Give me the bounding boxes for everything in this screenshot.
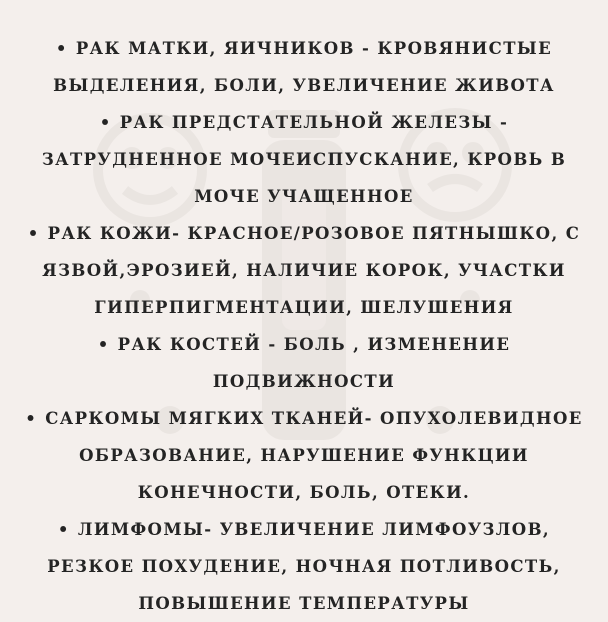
- symptom-list: [0, 30, 608, 622]
- list-line: [0, 252, 608, 289]
- list-line: [0, 104, 608, 141]
- list-line: [0, 511, 608, 548]
- line-text: МОЧЕ УЧАЩЕННОЕ: [194, 187, 414, 206]
- list-line: [0, 67, 608, 104]
- line-text: ОБРАЗОВАНИЕ, НАРУШЕНИЕ ФУНКЦИИ: [79, 446, 529, 465]
- list-line: [0, 585, 608, 622]
- line-text: РАК ПРЕДСТАТЕЛЬНОЙ ЖЕЛЕЗЫ -: [119, 113, 509, 132]
- line-text: САРКОМЫ МЯГКИХ ТКАНЕЙ- ОПУХОЛЕВИДНОЕ: [45, 409, 583, 428]
- list-line: [0, 289, 608, 326]
- bullet-icon: •: [25, 409, 38, 428]
- line-text: РЕЗКОЕ ПОХУДЕНИЕ, НОЧНАЯ ПОТЛИВОСТЬ,: [47, 557, 561, 576]
- list-line: [0, 474, 608, 511]
- line-text: ГИПЕРПИГМЕНТАЦИИ, ШЕЛУШЕНИЯ: [94, 298, 514, 317]
- line-text: РАК КОСТЕЙ - БОЛЬ , ИЗМЕНЕНИЕ: [117, 335, 511, 354]
- bullet-icon: •: [55, 39, 68, 58]
- list-line: [0, 141, 608, 178]
- list-line: [0, 215, 608, 252]
- list-line: [0, 30, 608, 67]
- line-text: ВЫДЕЛЕНИЯ, БОЛИ, УВЕЛИЧЕНИЕ ЖИВОТА: [53, 76, 555, 95]
- line-text: КОНЕЧНОСТИ, БОЛЬ, ОТЕКИ.: [137, 483, 471, 502]
- list-line: [0, 363, 608, 400]
- list-line: [0, 326, 608, 363]
- bullet-icon: •: [57, 520, 70, 539]
- line-text: ЗАТРУДНЕННОЕ МОЧЕИСПУСКАНИЕ, КРОВЬ В: [41, 150, 567, 169]
- line-text: ЯЗВОЙ,ЭРОЗИЕЙ, НАЛИЧИЕ КОРОК, УЧАСТКИ: [42, 261, 566, 280]
- line-text: ПОДВИЖНОСТИ: [212, 372, 396, 391]
- line-text: РАК МАТКИ, ЯИЧНИКОВ - КРОВЯНИСТЫЕ: [75, 39, 553, 58]
- bullet-icon: •: [27, 224, 40, 243]
- line-text: РАК КОЖИ- КРАСНОЕ/РОЗОВОЕ ПЯТНЫШКО, С: [47, 224, 581, 243]
- list-line: [0, 548, 608, 585]
- list-line: [0, 437, 608, 474]
- line-text: ПОВЫШЕНИЕ ТЕМПЕРАТУРЫ: [138, 594, 470, 613]
- line-text: ЛИМФОМЫ- УВЕЛИЧЕНИЕ ЛИМФОУЗЛОВ,: [77, 520, 551, 539]
- bullet-icon: •: [97, 335, 110, 354]
- list-line: [0, 400, 608, 437]
- bullet-icon: •: [99, 113, 112, 132]
- list-line: [0, 178, 608, 215]
